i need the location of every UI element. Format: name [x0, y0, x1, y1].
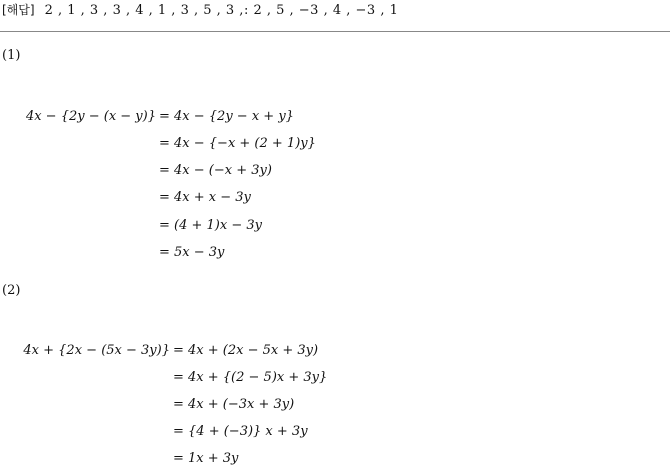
problem-1-step-6: = 5x − 3y [159, 245, 225, 260]
problem-2-label: (2) [2, 283, 21, 298]
problem-1-label: (1) [2, 48, 21, 63]
problem-2-step-2: = 4x + {(2 − 5)x + 3y} [173, 370, 328, 385]
problem-1-step-4: = 4x + x − 3y [159, 190, 251, 205]
problem-2-step-1: = 4x + (2x − 5x + 3y) [173, 343, 319, 358]
answer-values: 2 , 1 , 3 , 3 , 4 , 1 , 3 , 5 , 3 ,: 2 , 5 , −3 , 4 , −3 , 1 [44, 3, 399, 18]
problem-2-step-3: = 4x + (−3x + 3y) [173, 397, 295, 412]
problem-1-lhs: 4x − {2y − (x − y)} [25, 109, 156, 124]
problem-2-step-4: = {4 + (−3)} x + 3y [173, 424, 308, 439]
answer-line [2, 0, 398, 21]
problem-1-step-5: = (4 + 1)x − 3y [159, 218, 262, 233]
problem-2-lhs: 4x + {2x − (5x − 3y)} [23, 343, 170, 358]
problem-1-step-3: = 4x − (−x + 3y) [159, 163, 272, 178]
problem-1-step-1: = 4x − {2y − x + y} [159, 109, 294, 124]
problem-1-step-2: = 4x − {−x + (2 + 1)y} [159, 136, 316, 151]
problem-2-step-5: = 1x + 3y [173, 451, 239, 466]
answer-label: [해답] [2, 3, 35, 17]
divider [0, 31, 670, 32]
